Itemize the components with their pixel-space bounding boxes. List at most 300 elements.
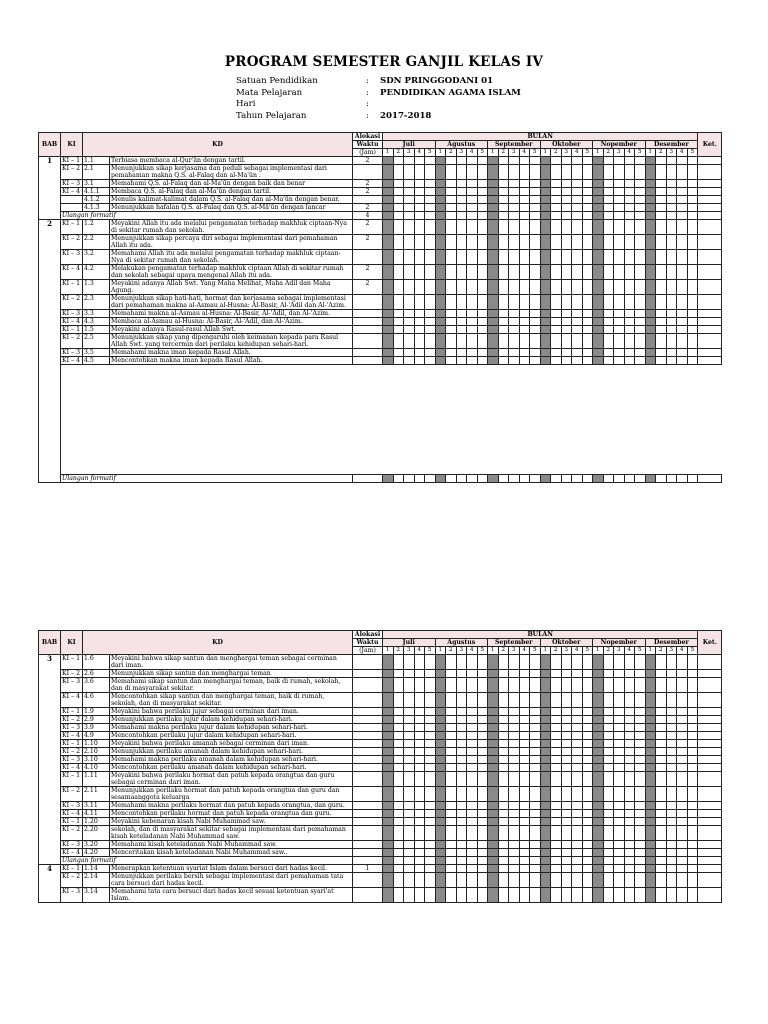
week-cell — [509, 724, 520, 732]
week-cell — [498, 865, 509, 873]
week-cell — [656, 280, 667, 295]
week-header: 1 — [540, 149, 551, 157]
week-header: 5 — [635, 647, 646, 655]
table-row — [39, 708, 722, 716]
week-cell — [624, 318, 635, 326]
week-cell — [603, 740, 614, 748]
week-cell — [456, 826, 467, 841]
week-cell — [540, 826, 551, 841]
ket-cell — [698, 888, 722, 903]
week-cell — [687, 787, 698, 802]
week-cell — [393, 732, 404, 740]
week-cell — [551, 748, 562, 756]
ket-cell — [698, 693, 722, 708]
week-cell — [561, 196, 572, 204]
week-cell — [404, 802, 415, 810]
week-cell — [635, 693, 646, 708]
week-cell — [435, 212, 446, 220]
week-cell — [446, 655, 457, 670]
week-cell — [687, 165, 698, 180]
week-cell — [456, 475, 467, 483]
week-cell — [656, 310, 667, 318]
week-cell — [435, 318, 446, 326]
week-cell — [593, 756, 604, 764]
ket-cell — [698, 849, 722, 857]
week-cell — [509, 841, 520, 849]
week-cell — [488, 280, 499, 295]
week-cell — [635, 157, 646, 165]
week-cell — [582, 841, 593, 849]
week-cell — [414, 357, 425, 365]
week-cell — [666, 708, 677, 716]
week-cell — [446, 204, 457, 212]
week-cell — [435, 764, 446, 772]
week-cell — [572, 235, 583, 250]
week-cell — [614, 693, 625, 708]
week-cell — [498, 670, 509, 678]
week-cell — [467, 204, 478, 212]
week-cell — [477, 865, 488, 873]
week-cell — [435, 165, 446, 180]
week-cell — [393, 188, 404, 196]
week-cell — [456, 708, 467, 716]
week-cell — [467, 772, 478, 787]
week-cell — [383, 235, 394, 250]
week-cell — [572, 180, 583, 188]
week-cell — [593, 802, 604, 810]
week-cell — [393, 165, 404, 180]
kd-number: 1.2 — [83, 220, 110, 235]
week-header: 2 — [656, 149, 667, 157]
week-cell — [645, 212, 656, 220]
week-header: 3 — [561, 647, 572, 655]
week-cell — [666, 165, 677, 180]
week-cell — [530, 748, 541, 756]
week-cell — [551, 349, 562, 357]
week-cell — [572, 873, 583, 888]
week-cell — [635, 204, 646, 212]
week-cell — [603, 756, 614, 764]
week-cell — [635, 716, 646, 724]
week-cell — [498, 818, 509, 826]
jam-cell: 2 — [353, 235, 383, 250]
ket-cell — [698, 740, 722, 748]
week-cell — [456, 740, 467, 748]
week-cell — [624, 849, 635, 857]
jam-cell — [353, 732, 383, 740]
week-cell — [383, 349, 394, 357]
week-cell — [488, 196, 499, 204]
week-cell — [635, 708, 646, 716]
week-cell — [383, 165, 394, 180]
week-cell — [624, 220, 635, 235]
week-cell — [435, 204, 446, 212]
week-cell — [488, 740, 499, 748]
jam-cell — [353, 857, 383, 865]
week-cell — [635, 802, 646, 810]
week-cell — [519, 349, 530, 357]
week-cell — [519, 204, 530, 212]
week-cell — [687, 250, 698, 265]
week-cell — [666, 818, 677, 826]
week-cell — [509, 888, 520, 903]
week-cell — [530, 678, 541, 693]
week-cell — [414, 220, 425, 235]
week-cell — [446, 810, 457, 818]
ket-cell — [698, 841, 722, 849]
week-cell — [519, 826, 530, 841]
week-cell — [582, 873, 593, 888]
week-cell — [509, 849, 520, 857]
week-cell — [656, 732, 667, 740]
week-cell — [551, 826, 562, 841]
week-cell — [519, 310, 530, 318]
week-cell — [603, 888, 614, 903]
week-cell — [530, 772, 541, 787]
week-cell — [656, 295, 667, 310]
week-cell — [404, 318, 415, 326]
week-cell — [509, 295, 520, 310]
week-cell — [614, 280, 625, 295]
week-cell — [561, 841, 572, 849]
week-cell — [393, 849, 404, 857]
week-cell — [582, 865, 593, 873]
week-cell — [593, 310, 604, 318]
week-cell — [656, 326, 667, 334]
kd-text: Memahami Allah itu ada melalui pengamatan terhadap makhluk ciptaan-Nya di sekitar rumah dan sekolah. — [110, 250, 353, 265]
week-cell — [509, 220, 520, 235]
kd-number: 3.14 — [83, 888, 110, 903]
week-cell — [435, 740, 446, 748]
week-cell — [677, 818, 688, 826]
week-cell — [593, 334, 604, 349]
week-cell — [666, 670, 677, 678]
week-cell — [677, 349, 688, 357]
week-header: 1 — [645, 149, 656, 157]
week-cell — [477, 334, 488, 349]
week-cell — [530, 475, 541, 483]
week-cell — [666, 188, 677, 196]
week-cell — [582, 802, 593, 810]
week-cell — [687, 310, 698, 318]
week-cell — [582, 250, 593, 265]
week-cell — [666, 220, 677, 235]
week-cell — [572, 849, 583, 857]
week-cell — [582, 310, 593, 318]
week-cell — [467, 235, 478, 250]
table-row — [39, 865, 722, 873]
ket-cell — [698, 772, 722, 787]
week-cell — [393, 475, 404, 483]
week-header: 2 — [551, 647, 562, 655]
week-cell — [635, 826, 646, 841]
kd-number: 2.11 — [83, 787, 110, 802]
week-cell — [393, 802, 404, 810]
week-cell — [614, 157, 625, 165]
week-cell — [656, 818, 667, 826]
kd-text: Memahami kisah keteladanan Nabi Muhammad saw. — [110, 841, 353, 849]
week-cell — [425, 693, 436, 708]
week-cell — [488, 655, 499, 670]
week-cell — [519, 841, 530, 849]
week-cell — [540, 857, 551, 865]
week-cell — [614, 295, 625, 310]
table-row — [39, 826, 722, 841]
jam-cell: 2 — [353, 180, 383, 188]
table-row — [39, 250, 722, 265]
ki-cell: KI – 2 — [61, 826, 83, 841]
week-cell — [582, 888, 593, 903]
week-cell — [614, 196, 625, 204]
kd-text: Memahami makna perilaku hormat dan patuh kepada orangtua, dan guru. — [110, 802, 353, 810]
week-cell — [456, 204, 467, 212]
header-waktu: Waktu — [353, 639, 383, 647]
week-header: 4 — [519, 647, 530, 655]
week-cell — [456, 196, 467, 204]
week-cell — [677, 708, 688, 716]
week-cell — [582, 826, 593, 841]
week-cell — [687, 826, 698, 841]
ket-cell — [698, 787, 722, 802]
week-cell — [677, 318, 688, 326]
week-cell — [687, 220, 698, 235]
week-cell — [393, 708, 404, 716]
week-cell — [383, 180, 394, 188]
week-cell — [677, 826, 688, 841]
week-cell — [645, 349, 656, 357]
table-row — [39, 716, 722, 724]
week-cell — [509, 157, 520, 165]
week-cell — [414, 802, 425, 810]
week-cell — [614, 250, 625, 265]
week-cell — [530, 318, 541, 326]
week-cell — [456, 802, 467, 810]
week-cell — [582, 772, 593, 787]
week-cell — [666, 334, 677, 349]
week-cell — [435, 787, 446, 802]
month-header: September — [488, 639, 541, 647]
week-cell — [404, 857, 415, 865]
week-cell — [551, 196, 562, 204]
week-cell — [446, 349, 457, 357]
week-cell — [467, 357, 478, 365]
week-cell — [509, 826, 520, 841]
week-cell — [530, 787, 541, 802]
ket-cell — [698, 280, 722, 295]
week-cell — [593, 857, 604, 865]
week-cell — [593, 165, 604, 180]
week-cell — [656, 841, 667, 849]
week-cell — [467, 826, 478, 841]
week-cell — [425, 475, 436, 483]
week-cell — [498, 280, 509, 295]
week-cell — [677, 212, 688, 220]
week-cell — [561, 716, 572, 724]
week-cell — [446, 188, 457, 196]
bab-number: 4 — [39, 865, 61, 903]
week-cell — [456, 265, 467, 280]
week-cell — [603, 165, 614, 180]
jam-cell — [353, 841, 383, 849]
week-header: 5 — [582, 149, 593, 157]
week-cell — [509, 670, 520, 678]
week-cell — [477, 280, 488, 295]
jam-cell — [353, 849, 383, 857]
week-cell — [425, 818, 436, 826]
week-cell — [603, 678, 614, 693]
week-cell — [687, 326, 698, 334]
kd-number: 3.10 — [83, 756, 110, 764]
week-cell — [666, 349, 677, 357]
week-cell — [519, 716, 530, 724]
week-cell — [530, 220, 541, 235]
week-cell — [467, 716, 478, 724]
week-cell — [572, 220, 583, 235]
week-cell — [414, 250, 425, 265]
week-cell — [645, 716, 656, 724]
week-cell — [383, 873, 394, 888]
week-cell — [519, 250, 530, 265]
week-cell — [498, 693, 509, 708]
week-cell — [572, 826, 583, 841]
week-cell — [551, 787, 562, 802]
jam-cell — [353, 748, 383, 756]
ket-cell — [698, 295, 722, 310]
week-cell — [519, 165, 530, 180]
week-cell — [614, 865, 625, 873]
week-cell — [456, 772, 467, 787]
week-cell — [687, 280, 698, 295]
week-cell — [603, 708, 614, 716]
week-cell — [540, 188, 551, 196]
week-cell — [414, 732, 425, 740]
week-cell — [540, 295, 551, 310]
week-cell — [446, 212, 457, 220]
week-header: 4 — [624, 149, 635, 157]
week-cell — [603, 841, 614, 849]
week-cell — [635, 873, 646, 888]
week-cell — [614, 180, 625, 188]
week-cell — [540, 475, 551, 483]
week-cell — [561, 748, 572, 756]
week-header: 1 — [383, 149, 394, 157]
week-cell — [614, 857, 625, 865]
week-cell — [572, 349, 583, 357]
week-cell — [488, 670, 499, 678]
week-header: 4 — [414, 149, 425, 157]
week-cell — [687, 157, 698, 165]
week-cell — [540, 204, 551, 212]
week-cell — [561, 802, 572, 810]
jam-cell: 2 — [353, 157, 383, 165]
week-cell — [593, 157, 604, 165]
week-cell — [519, 357, 530, 365]
week-cell — [456, 724, 467, 732]
week-cell — [624, 716, 635, 724]
ki-cell: KI – 2 — [61, 670, 83, 678]
week-cell — [509, 772, 520, 787]
ket-cell — [698, 655, 722, 670]
week-cell — [530, 865, 541, 873]
week-header: 2 — [498, 647, 509, 655]
week-cell — [635, 678, 646, 693]
week-cell — [435, 180, 446, 188]
week-cell — [677, 849, 688, 857]
week-cell — [603, 810, 614, 818]
week-cell — [561, 740, 572, 748]
week-cell — [425, 802, 436, 810]
week-cell — [666, 716, 677, 724]
week-header: 4 — [467, 647, 478, 655]
week-header: 3 — [404, 149, 415, 157]
week-cell — [624, 865, 635, 873]
week-cell — [477, 180, 488, 188]
kd-text: Menunjukkan sikap percaya diri sebagai implementasi dari pemahaman Allah itu ada. — [110, 235, 353, 250]
week-cell — [393, 756, 404, 764]
week-cell — [540, 732, 551, 740]
week-cell — [404, 849, 415, 857]
week-cell — [477, 196, 488, 204]
week-cell — [635, 295, 646, 310]
week-cell — [414, 196, 425, 204]
week-cell — [551, 295, 562, 310]
week-cell — [561, 857, 572, 865]
week-cell — [488, 349, 499, 357]
week-cell — [467, 196, 478, 204]
week-cell — [477, 716, 488, 724]
week-cell — [624, 235, 635, 250]
week-cell — [635, 670, 646, 678]
week-cell — [582, 220, 593, 235]
week-cell — [498, 326, 509, 334]
week-cell — [446, 818, 457, 826]
week-cell — [687, 196, 698, 204]
week-cell — [456, 670, 467, 678]
kd-number: 1.6 — [83, 655, 110, 670]
week-cell — [530, 165, 541, 180]
jam-cell — [353, 250, 383, 265]
week-cell — [425, 157, 436, 165]
week-cell — [509, 857, 520, 865]
week-cell — [477, 849, 488, 857]
week-cell — [645, 265, 656, 280]
week-cell — [435, 756, 446, 764]
week-cell — [414, 756, 425, 764]
week-cell — [393, 204, 404, 212]
kd-text: Memahami makna al-Asmau al-Husna: Al-Basir, Al-'Adil, dan Al-'Azim. — [110, 310, 353, 318]
week-cell — [656, 678, 667, 693]
kd-number: 1.14 — [83, 865, 110, 873]
week-cell — [435, 280, 446, 295]
week-cell — [435, 857, 446, 865]
week-cell — [582, 732, 593, 740]
week-cell — [477, 764, 488, 772]
week-cell — [467, 349, 478, 357]
kd-text: Meyakini bahwa perilaku jujur sebagai cerminan dari iman. — [110, 708, 353, 716]
jam-cell — [353, 888, 383, 903]
week-cell — [519, 326, 530, 334]
week-cell — [677, 655, 688, 670]
week-cell — [656, 888, 667, 903]
week-cell — [488, 841, 499, 849]
week-cell — [624, 772, 635, 787]
week-cell — [645, 810, 656, 818]
week-cell — [456, 357, 467, 365]
week-cell — [488, 265, 499, 280]
week-cell — [624, 326, 635, 334]
kd-number: 2.10 — [83, 748, 110, 756]
week-cell — [635, 326, 646, 334]
